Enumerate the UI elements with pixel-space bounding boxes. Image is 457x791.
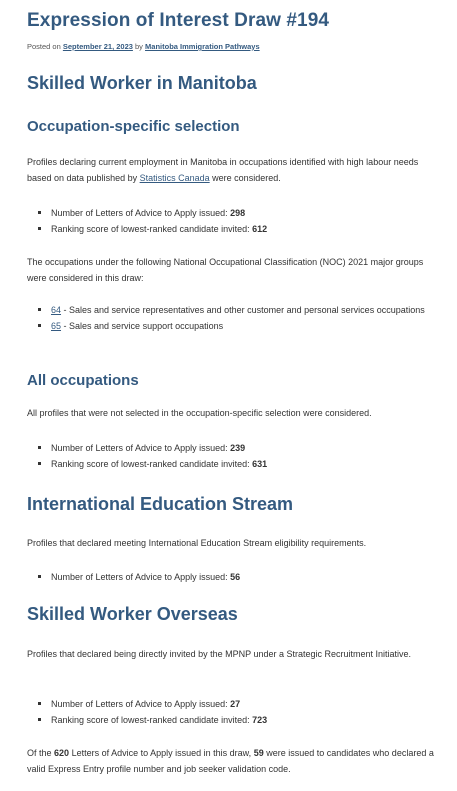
stat-value: 723 [252, 715, 268, 725]
stat-value: 239 [230, 443, 246, 453]
list-item: Ranking score of lowest-ranked candidate invited: 612 [51, 221, 437, 237]
stat-value: 631 [252, 459, 268, 469]
stat-value: 56 [230, 572, 241, 582]
stat-value: 27 [230, 699, 241, 709]
section-heading-skilled-worker: Skilled Worker in Manitoba [27, 73, 257, 93]
total-letters-value: 620 [54, 748, 70, 758]
international-education-list [27, 569, 437, 585]
list-item: Ranking score of lowest-ranked candidate invited: 723 [51, 712, 437, 728]
page-title: Expression of Interest Draw #194 [27, 10, 330, 31]
occ-para-text-1: Profiles declaring current employment in Manitoba in occupations identified with high labour needs based on data published by [27, 157, 419, 183]
noc-paragraph: The occupations under the following National Occupational Classification (NOC) 2021 major groups were considered in this draw: [27, 257, 424, 283]
section-heading-skilled-worker-overseas: Skilled Worker Overseas [27, 604, 238, 624]
posted-on-label: Posted on [27, 42, 61, 51]
overseas-paragraph: Profiles that declared being directly invited by the MPNP under a Strategic Recruitment Initiative. [27, 649, 412, 659]
list-item: Number of Letters of Advice to Apply issued: 239 [51, 440, 437, 456]
list-item: 65 - Sales and service support occupations [51, 318, 437, 334]
international-education-paragraph: Profiles that declared meeting International Education Stream eligibility requirements. [27, 538, 367, 548]
noc-64-link[interactable]: 64 [51, 305, 62, 315]
by-label: by [135, 42, 143, 51]
post-date-link[interactable]: September 21, 2023 [62, 42, 133, 51]
list-item: Ranking score of lowest-ranked candidate invited: 631 [51, 456, 437, 472]
summary-paragraph: Of the 620 Letters of Advice to Apply issued in this draw, 59 were issued to candidates who declared a valid Express Entry profile number and job seeker validation code. [27, 748, 434, 774]
list-item: 64 - Sales and service representatives and other customer and personal services occupations [51, 302, 437, 318]
overseas-list [27, 696, 437, 728]
noc-65-link[interactable]: 65 [51, 321, 62, 331]
occupation-specific-paragraph [27, 154, 437, 186]
section-heading-international-education: International Education Stream [27, 494, 294, 514]
stat-value: 298 [230, 208, 246, 218]
subheading-all-occupations: All occupations [27, 372, 139, 389]
all-occupations-list [27, 440, 437, 472]
post-meta [27, 42, 260, 51]
statistics-canada-link[interactable]: Statistics Canada [139, 173, 210, 183]
all-occupations-paragraph: All profiles that were not selected in the occupation-specific selection were considered. [27, 408, 372, 418]
list-item: Number of Letters of Advice to Apply issued: 298 [51, 205, 437, 221]
express-entry-value: 59 [253, 748, 264, 758]
noc-list [27, 302, 437, 334]
stat-value: 612 [252, 224, 268, 234]
occ-para-text-2: were considered. [212, 173, 281, 183]
list-item: Number of Letters of Advice to Apply issued: 27 [51, 696, 437, 712]
occupation-specific-list [27, 205, 437, 237]
author-link[interactable]: Manitoba Immigration Pathways [145, 42, 260, 51]
subheading-occupation-specific: Occupation-specific selection [27, 118, 240, 135]
list-item: Number of Letters of Advice to Apply issued: 56 [51, 569, 437, 585]
